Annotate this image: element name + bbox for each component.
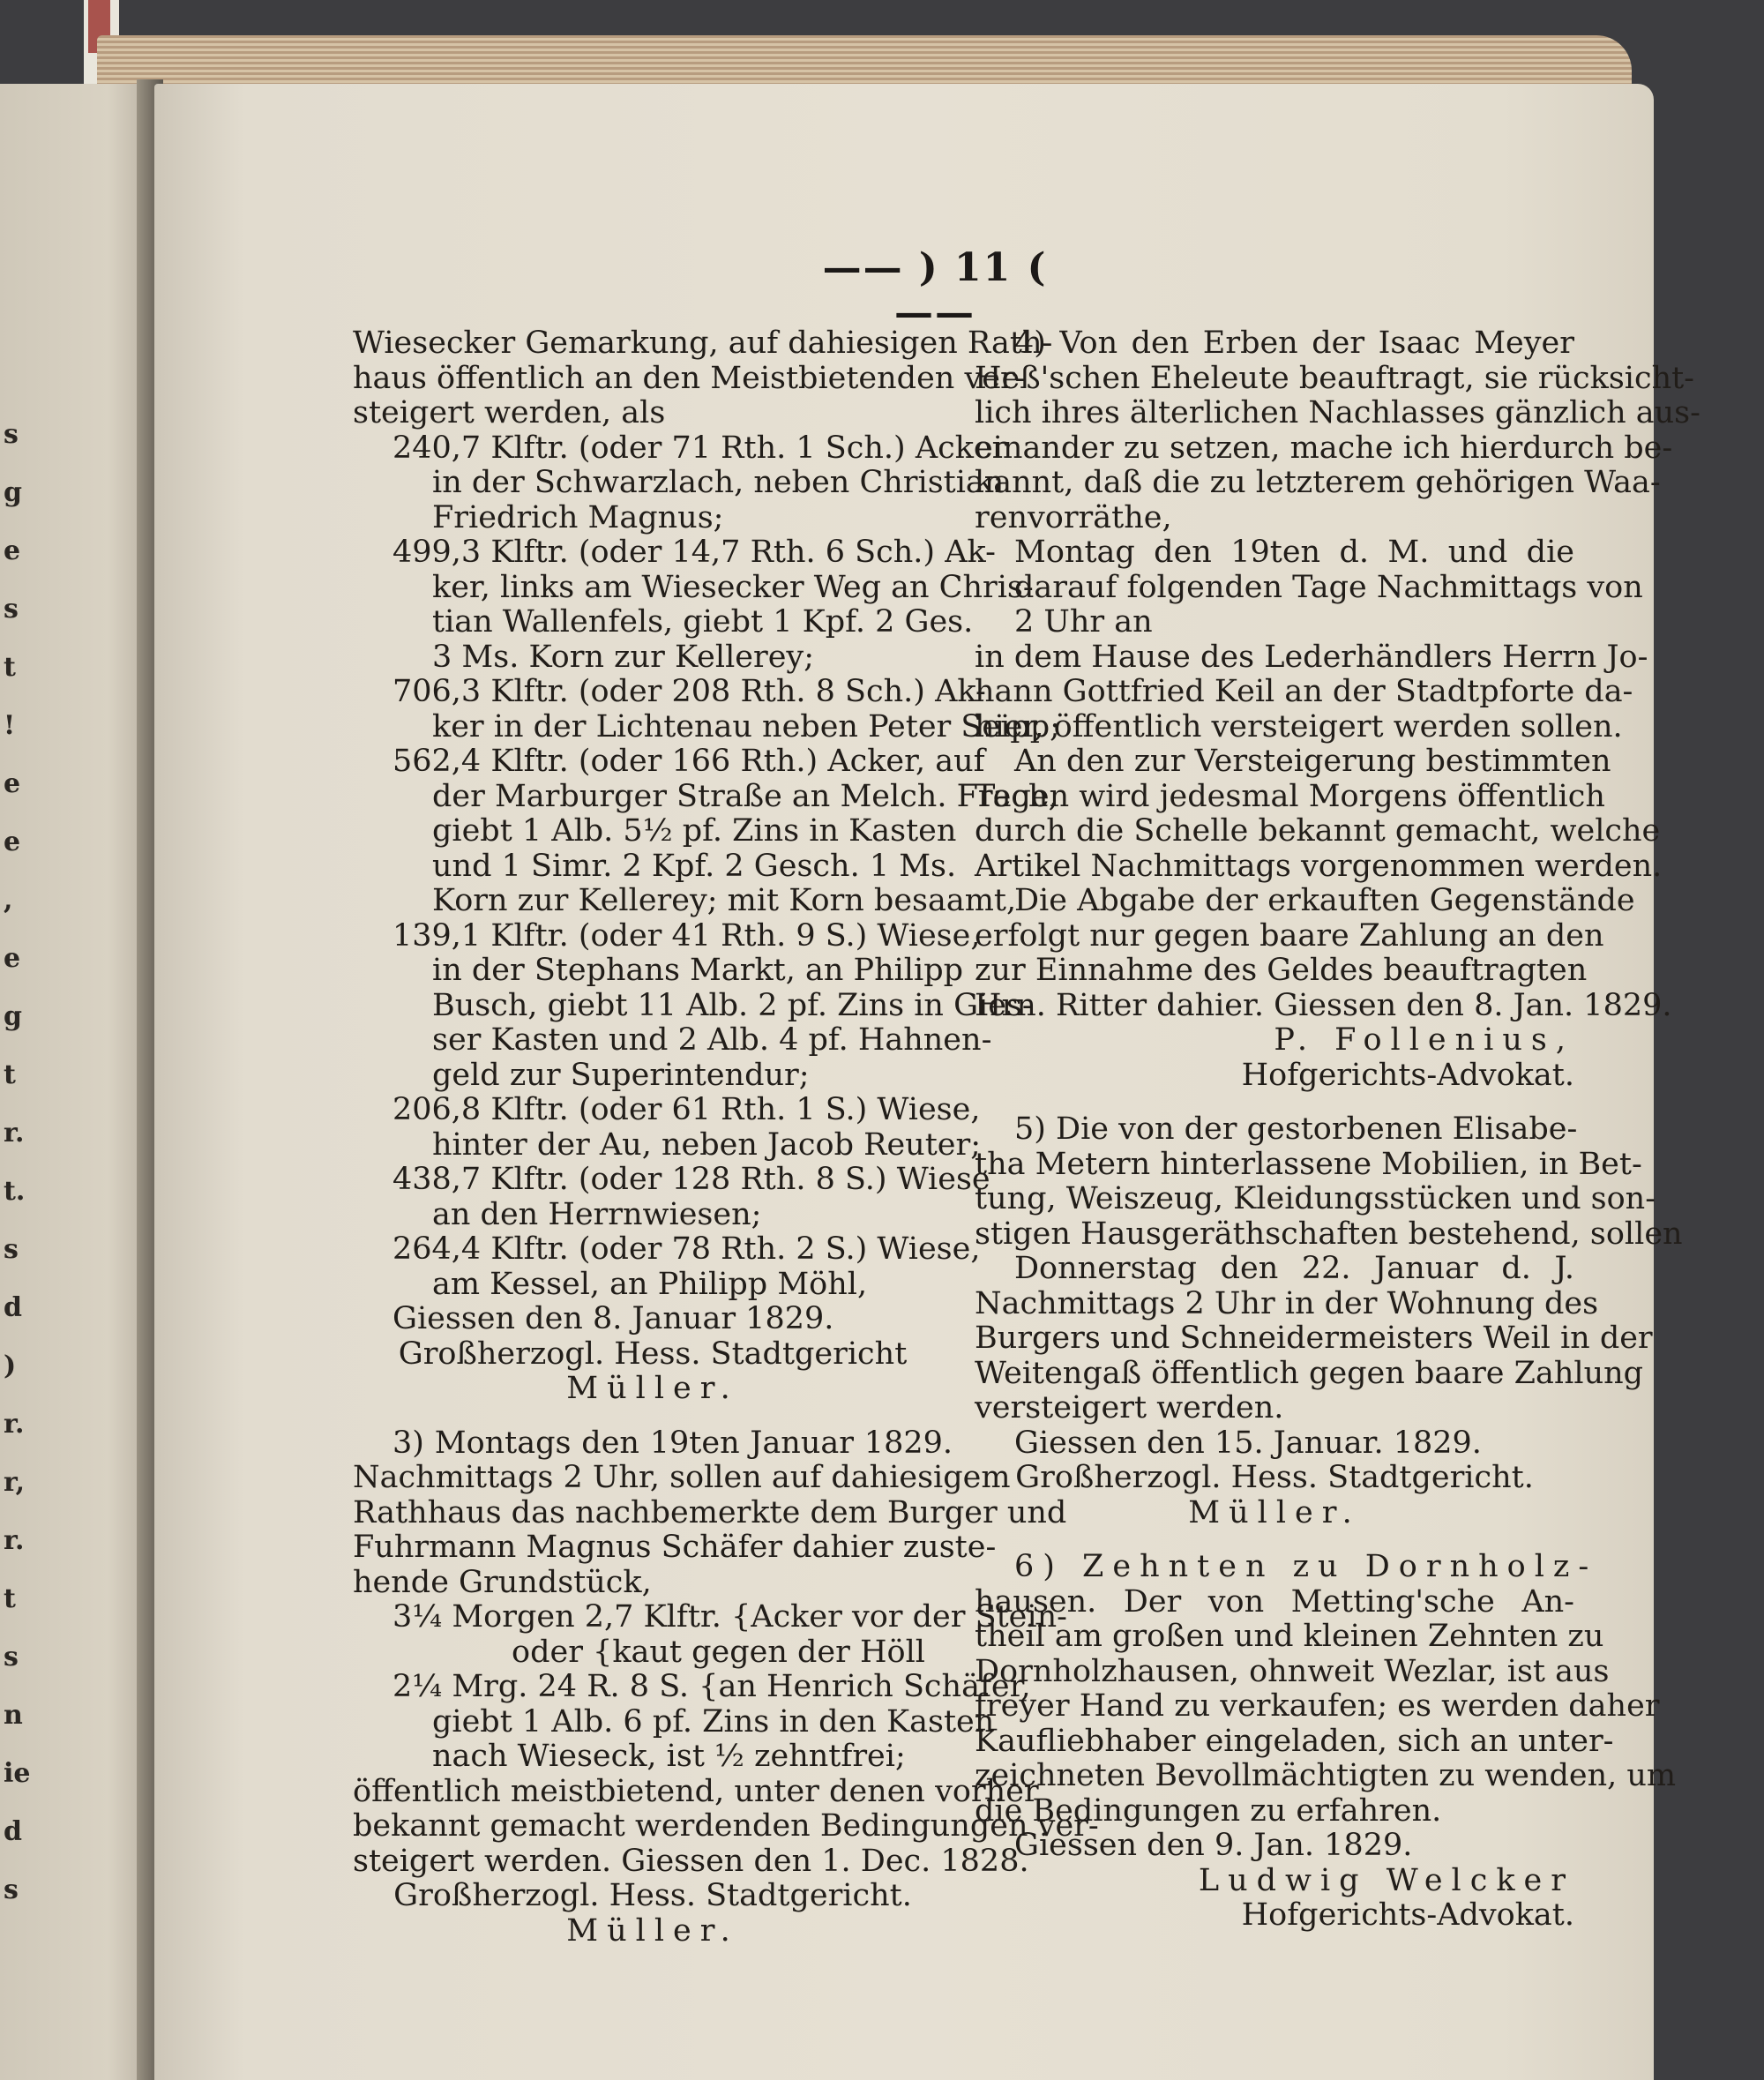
margin-letter: g bbox=[4, 1001, 22, 1032]
text-line: lich ihres älterlichen Nachlasses gänzlich aus- bbox=[975, 395, 1700, 430]
text-line: ser Kasten und 2 Alb. 4 pf. Hahnen- bbox=[432, 1022, 992, 1058]
text-line: steigert werden. Giessen den 1. Dec. 1828. bbox=[353, 1843, 1029, 1879]
text-line: 562,4 Klftr. (oder 166 Rth.) Acker, auf bbox=[392, 744, 985, 779]
text-line: versteigert werden. bbox=[975, 1390, 1284, 1425]
margin-letter: r. bbox=[4, 1525, 25, 1556]
text-line: einander zu setzen, mache ich hierdurch be- bbox=[975, 430, 1673, 466]
text-line: freyer Hand zu verkaufen; es werden daher bbox=[975, 1688, 1660, 1724]
text-line: Rathhaus das nachbemerkte dem Burger und bbox=[353, 1494, 1067, 1530]
margin-letter: e bbox=[4, 768, 21, 799]
text-line: ker, links am Wiesecker Weg an Chris- bbox=[432, 569, 1034, 605]
margin-letter: g bbox=[4, 477, 22, 508]
text-line: Nachmittags 2 Uhr, sollen auf dahiesigem bbox=[353, 1460, 1011, 1495]
text-line: Artikel Nachmittags vorgenommen werden. bbox=[975, 848, 1663, 884]
text-line: Tagen wird jedesmal Morgens öffentlich bbox=[975, 778, 1605, 814]
margin-letter: e bbox=[4, 827, 21, 857]
text-line: an den Herrnwiesen; bbox=[432, 1196, 762, 1232]
text-line: 3) Montags den 19ten Januar 1829. bbox=[392, 1425, 953, 1461]
text-line: 6) Zehnten zu Dornholz- bbox=[1014, 1549, 1598, 1584]
text-line: 706,3 Klftr. (oder 208 Rth. 8 Sch.) Ak- bbox=[392, 674, 986, 709]
right-text-column bbox=[975, 325, 1700, 1934]
text-line: und 1 Simr. 2 Kpf. 2 Gesch. 1 Ms. bbox=[432, 848, 957, 884]
text-line: in der Schwarzlach, neben Christian bbox=[432, 465, 1005, 500]
margin-letter: d bbox=[4, 1292, 22, 1323]
text-line: geld zur Superintendur; bbox=[432, 1057, 810, 1093]
text-line: hende Grundstück, bbox=[353, 1564, 652, 1600]
text-line: 438,7 Klftr. (oder 128 Rth. 8 S.) Wiese bbox=[392, 1162, 990, 1197]
margin-letter: ! bbox=[4, 710, 16, 741]
margin-letter: s bbox=[4, 594, 19, 625]
text-line: hier, öffentlich versteigert werden sollen. bbox=[975, 708, 1623, 744]
text-line: hinter der Au, neben Jacob Reuter; bbox=[432, 1126, 982, 1163]
text-line: Busch, giebt 11 Alb. 2 pf. Zins in Gies- bbox=[432, 987, 1033, 1023]
text-line: 2¼ Mrg. 24 R. 8 S. {an Henrich Schäfer, bbox=[392, 1669, 1031, 1704]
text-line: Dornholzhausen, ohnweit Wezlar, ist aus bbox=[975, 1653, 1610, 1689]
text-line: 3 Ms. Korn zur Kellerey; bbox=[432, 639, 814, 675]
text-line: Die Abgabe der erkauften Gegenstände bbox=[1014, 883, 1635, 918]
margin-letter: s bbox=[4, 1874, 19, 1905]
text-line: 139,1 Klftr. (oder 41 Rth. 9 S.) Wiese, bbox=[392, 917, 981, 954]
text-line: öffentlich meistbietend, unter denen vorher bbox=[353, 1773, 1039, 1809]
margin-letter: , bbox=[4, 885, 13, 916]
text-line: Giessen den 15. Januar. 1829. bbox=[1014, 1425, 1482, 1461]
text-line: giebt 1 Alb. 5½ pf. Zins in Kasten bbox=[432, 813, 957, 849]
text-line: in der Stephans Markt, an Philipp bbox=[432, 953, 964, 988]
text-line: ker in der Lichtenau neben Peter Seipp; bbox=[432, 708, 1060, 744]
margin-letter: ie bbox=[4, 1758, 31, 1789]
text-line: 206,8 Klftr. (oder 61 Rth. 1 S.) Wiese, bbox=[392, 1092, 981, 1127]
margin-letter: s bbox=[4, 1642, 19, 1672]
margin-letter: s bbox=[4, 1234, 19, 1265]
text-line: in dem Hause des Lederhändlers Herrn Jo- bbox=[975, 639, 1648, 675]
text-line: Großherzogl. Hess. Stadtgericht bbox=[398, 1336, 908, 1372]
text-line: Burgers und Schneidermeisters Weil in der bbox=[975, 1321, 1653, 1356]
margin-letter: t bbox=[4, 1059, 16, 1090]
margin-letter: d bbox=[4, 1816, 22, 1847]
text-line: Weitengaß öffentlich gegen baare Zahlung bbox=[975, 1355, 1644, 1391]
text-line: giebt 1 Alb. 6 pf. Zins in den Kasten bbox=[432, 1703, 995, 1740]
text-line: steigert werden, als bbox=[353, 395, 666, 430]
text-line: 3¼ Morgen 2,7 Klftr. {Acker vor der Stein- bbox=[392, 1599, 1067, 1635]
text-line: Großherzogl. Hess. Stadtgericht. bbox=[1015, 1460, 1534, 1495]
text-line: 499,3 Klftr. (oder 14,7 Rth. 6 Sch.) Ak- bbox=[392, 535, 996, 570]
text-line: durch die Schelle bekannt gemacht, welche bbox=[975, 813, 1661, 849]
text-line: 240,7 Klftr. (oder 71 Rth. 1 Sch.) Acker bbox=[392, 430, 1007, 466]
text-line: hann Gottfried Keil an der Stadtpforte da- bbox=[975, 674, 1633, 709]
text-line: renvorräthe, bbox=[975, 499, 1172, 535]
margin-letter: t bbox=[4, 1583, 16, 1614]
text-line: Ludwig Welcker bbox=[1198, 1862, 1574, 1898]
text-line: An den zur Versteigerung bestimmten bbox=[1014, 744, 1611, 779]
text-line: hausen. Der von Metting'sche An- bbox=[975, 1583, 1574, 1620]
paragraph-gap bbox=[975, 1093, 1574, 1112]
text-line: Nachmittags 2 Uhr in der Wohnung des bbox=[975, 1285, 1599, 1321]
margin-letter: r. bbox=[4, 1118, 25, 1148]
text-line: stigen Hausgeräthschaften bestehend, sollen bbox=[975, 1216, 1683, 1252]
text-line: der Marburger Straße an Melch. Frech, bbox=[432, 778, 1058, 814]
text-line: tha Metern hinterlassene Mobilien, in Bet- bbox=[975, 1146, 1642, 1182]
text-line: kannt, daß die zu letzterem gehörigen Waa- bbox=[975, 465, 1661, 500]
text-line: Giessen den 9. Jan. 1829. bbox=[1014, 1828, 1413, 1863]
text-line: zeichneten Bevollmächtigten zu wenden, um bbox=[975, 1758, 1677, 1793]
text-line: theil am großen und kleinen Zehnten zu bbox=[975, 1619, 1604, 1654]
text-line: 2 Uhr an bbox=[1014, 604, 1153, 640]
text-line: Hrn. Ritter dahier. Giessen den 8. Jan. 1829. bbox=[975, 987, 1672, 1023]
text-line: Kaufliebhaber eingeladen, sich an unter- bbox=[975, 1723, 1614, 1759]
margin-letter: r, bbox=[4, 1467, 26, 1498]
text-line: Müller. bbox=[566, 1371, 739, 1406]
text-line: Korn zur Kellerey; mit Korn besaamt, bbox=[432, 883, 1017, 918]
text-line: Montag den 19ten d. M. und die bbox=[1014, 535, 1574, 570]
text-line: tian Wallenfels, giebt 1 Kpf. 2 Ges. bbox=[432, 604, 974, 640]
margin-letter: t. bbox=[4, 1176, 26, 1207]
text-line: Müller. bbox=[566, 1912, 739, 1949]
text-line: die Bedingungen zu erfahren. bbox=[975, 1792, 1442, 1829]
text-line: tung, Weiszeug, Kleidungsstücken und son- bbox=[975, 1181, 1656, 1216]
margin-letter: e bbox=[4, 535, 21, 566]
page-number-line: —— ) 11 ( —— bbox=[822, 245, 1048, 335]
text-line: Hofgerichts-Advokat. bbox=[1241, 1897, 1574, 1933]
margin-letter: ) bbox=[4, 1351, 17, 1381]
text-line: Donnerstag den 22. Januar d. J. bbox=[1014, 1251, 1574, 1286]
text-line: Hofgerichts-Advokat. bbox=[1241, 1057, 1574, 1093]
text-line: haus öffentlich an den Meistbietenden ver- bbox=[353, 360, 1026, 396]
text-line: P. Follenius, bbox=[1274, 1022, 1574, 1058]
margin-letter: r. bbox=[4, 1409, 25, 1440]
text-line: oder {kaut gegen der Höll bbox=[512, 1634, 925, 1670]
text-line: 4) Von den Erben der Isaac Meyer bbox=[1014, 325, 1574, 361]
margin-letter: e bbox=[4, 943, 21, 974]
margin-letter: t bbox=[4, 652, 16, 683]
text-line: Friedrich Magnus; bbox=[432, 499, 724, 535]
text-line: zur Einnahme des Geldes beauftragten bbox=[975, 953, 1588, 988]
text-line: 264,4 Klftr. (oder 78 Rth. 2 S.) Wiese, bbox=[392, 1231, 981, 1267]
text-line: Wiesecker Gemarkung, auf dahiesigen Rath- bbox=[353, 325, 1053, 361]
paragraph-gap bbox=[975, 1530, 1574, 1550]
text-line: bekannt gemacht werdenden Bedingungen ver- bbox=[353, 1808, 1099, 1844]
paragraph-gap bbox=[353, 1407, 953, 1426]
margin-letter: s bbox=[4, 419, 19, 450]
text-line: Heß'schen Eheleute beauftragt, sie rücksicht- bbox=[975, 360, 1695, 396]
text-line: darauf folgenden Tage Nachmittags von bbox=[1014, 569, 1643, 605]
text-line: Fuhrmann Magnus Schäfer dahier zuste- bbox=[353, 1530, 997, 1565]
text-line: am Kessel, an Philipp Möhl, bbox=[432, 1266, 868, 1302]
text-line: Großherzogl. Hess. Stadtgericht. bbox=[393, 1878, 912, 1913]
margin-letter: n bbox=[4, 1700, 23, 1731]
text-line: 5) Die von der gestorbenen Elisabe- bbox=[1014, 1111, 1578, 1147]
text-line: Müller. bbox=[1188, 1494, 1361, 1530]
text-line: nach Wieseck, ist ½ zehntfrei; bbox=[432, 1739, 906, 1774]
text-line: erfolgt nur gegen baare Zahlung an den bbox=[975, 917, 1604, 954]
text-line: Giessen den 8. Januar 1829. bbox=[392, 1301, 834, 1336]
left-page bbox=[0, 84, 154, 2080]
